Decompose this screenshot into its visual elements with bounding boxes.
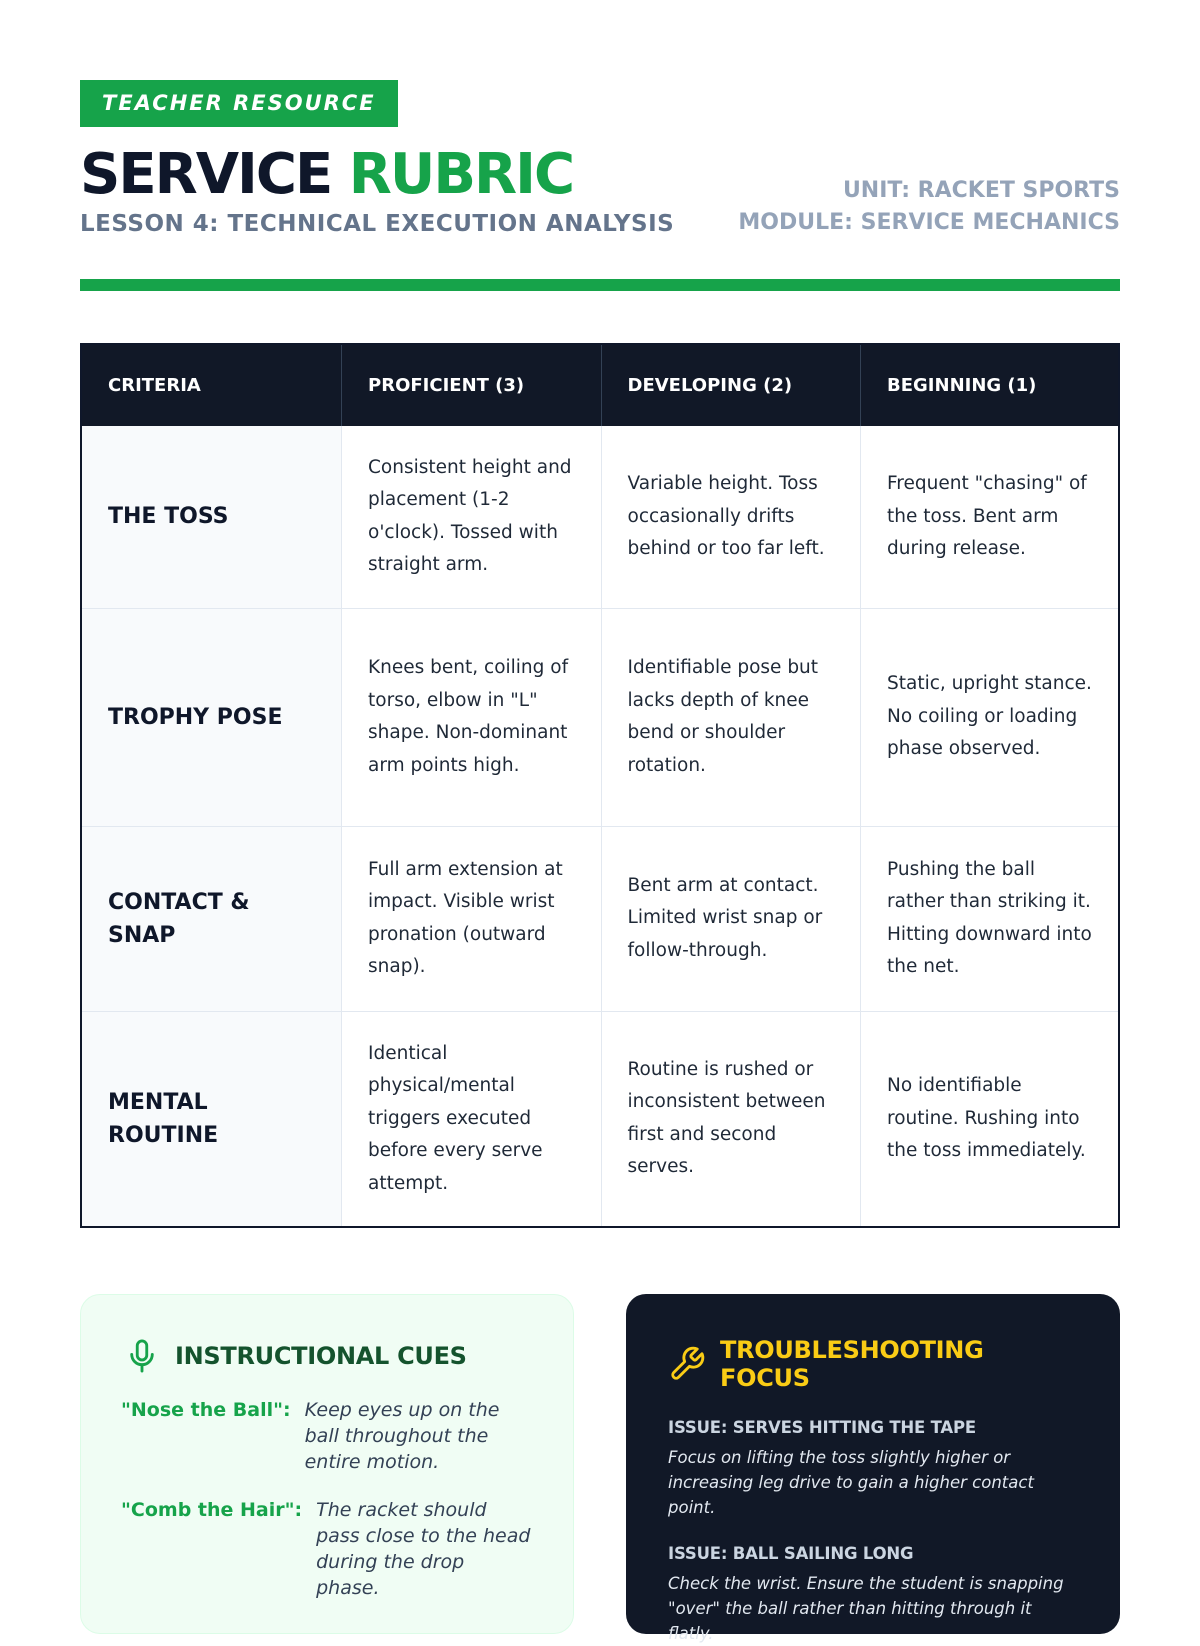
- issue-title: ISSUE: SERVES HITTING THE TAPE: [668, 1418, 976, 1437]
- cue-item: [123, 1397, 533, 1475]
- issue-description: Check the wrist. Ensure the student is snapping "over" the ball rather than hitting through it flatly.: [668, 1574, 1064, 1643]
- developing-cell: Identifiable pose but lacks depth of knee bend or shoulder rotation.: [601, 608, 861, 826]
- title-main: SERVICE: [80, 142, 349, 207]
- info-cards: [80, 1294, 1120, 1643]
- cue-description: The racket should pass close to the head during the drop phase.: [316, 1499, 531, 1599]
- issue-description: Focus on lifting the toss slightly higher or increasing leg drive to gain a higher contact point.: [668, 1448, 1034, 1517]
- column-header-proficient: PROFICIENT (3): [342, 344, 602, 426]
- beginning-cell: No identifiable routine. Rushing into the toss immediately.: [861, 1011, 1119, 1227]
- criteria-cell: TROPHY POSE: [81, 608, 342, 826]
- instructional-cues-card: [80, 1294, 574, 1634]
- unit-meta: [738, 175, 1120, 239]
- troubleshooting-card: [626, 1294, 1120, 1643]
- table-row: [81, 426, 1119, 608]
- table-row: [81, 826, 1119, 1011]
- header-divider: [80, 279, 1120, 291]
- troubleshooting-heading: [668, 1336, 1080, 1392]
- issue-item: [668, 1544, 1080, 1646]
- troubleshooting-title: TROUBLESHOOTING FOCUS: [720, 1336, 984, 1392]
- proficient-cell: Knees bent, coiling of torso, elbow in "L" shape. Non-dominant arm points high.: [342, 608, 602, 826]
- proficient-cell: Full arm extension at impact. Visible wrist pronation (outward snap).: [342, 826, 602, 1011]
- proficient-cell: Consistent height and placement (1-2 o'clock). Tossed with straight arm.: [342, 426, 602, 608]
- cues-heading: [123, 1337, 533, 1375]
- page-title: [80, 142, 674, 207]
- table-row: [81, 608, 1119, 826]
- beginning-cell: Pushing the ball rather than striking it. Hitting downward into the net.: [861, 826, 1119, 1011]
- criteria-cell: MENTAL ROUTINE: [81, 1011, 342, 1227]
- module-label: MODULE: SERVICE MECHANICS: [738, 210, 1120, 235]
- issue-title: ISSUE: BALL SAILING LONG: [668, 1544, 914, 1563]
- resource-tag: TEACHER RESOURCE: [80, 80, 398, 127]
- beginning-cell: Frequent "chasing" of the toss. Bent arm during release.: [861, 426, 1119, 608]
- unit-label: UNIT: RACKET SPORTS: [842, 178, 1120, 203]
- wrench-icon: [668, 1345, 706, 1383]
- column-header-developing: DEVELOPING (2): [601, 344, 861, 426]
- cue-description: Keep eyes up on the ball throughout the entire motion.: [304, 1399, 500, 1473]
- column-header-beginning: BEGINNING (1): [861, 344, 1119, 426]
- developing-cell: Variable height. Toss occasionally drifts behind or too far left.: [601, 426, 861, 608]
- cue-name: "Comb the Hair":: [121, 1499, 303, 1521]
- beginning-cell: Static, upright stance. No coiling or loading phase observed.: [861, 608, 1119, 826]
- issue-item: [668, 1418, 1080, 1520]
- title-accent: RUBRIC: [348, 142, 574, 207]
- developing-cell: Routine is rushed or inconsistent between first and second serves.: [601, 1011, 861, 1227]
- cue-name: "Nose the Ball":: [121, 1399, 291, 1421]
- title-block: [80, 142, 675, 239]
- microphone-icon: [123, 1337, 161, 1375]
- criteria-cell: THE TOSS: [81, 426, 342, 608]
- cues-title: INSTRUCTIONAL CUES: [175, 1342, 467, 1370]
- rubric-table: [80, 343, 1120, 1228]
- proficient-cell: Identical physical/mental triggers executed before every serve attempt.: [342, 1011, 602, 1227]
- developing-cell: Bent arm at contact. Limited wrist snap or follow-through.: [601, 826, 861, 1011]
- header: [80, 142, 1120, 239]
- table-row: [81, 1011, 1119, 1227]
- column-header-criteria: CRITERIA: [81, 344, 342, 426]
- cue-item: [123, 1497, 533, 1601]
- lesson-subtitle: LESSON 4: TECHNICAL EXECUTION ANALYSIS: [80, 211, 675, 237]
- criteria-cell: CONTACT & SNAP: [81, 826, 342, 1011]
- table-header-row: [81, 344, 1119, 426]
